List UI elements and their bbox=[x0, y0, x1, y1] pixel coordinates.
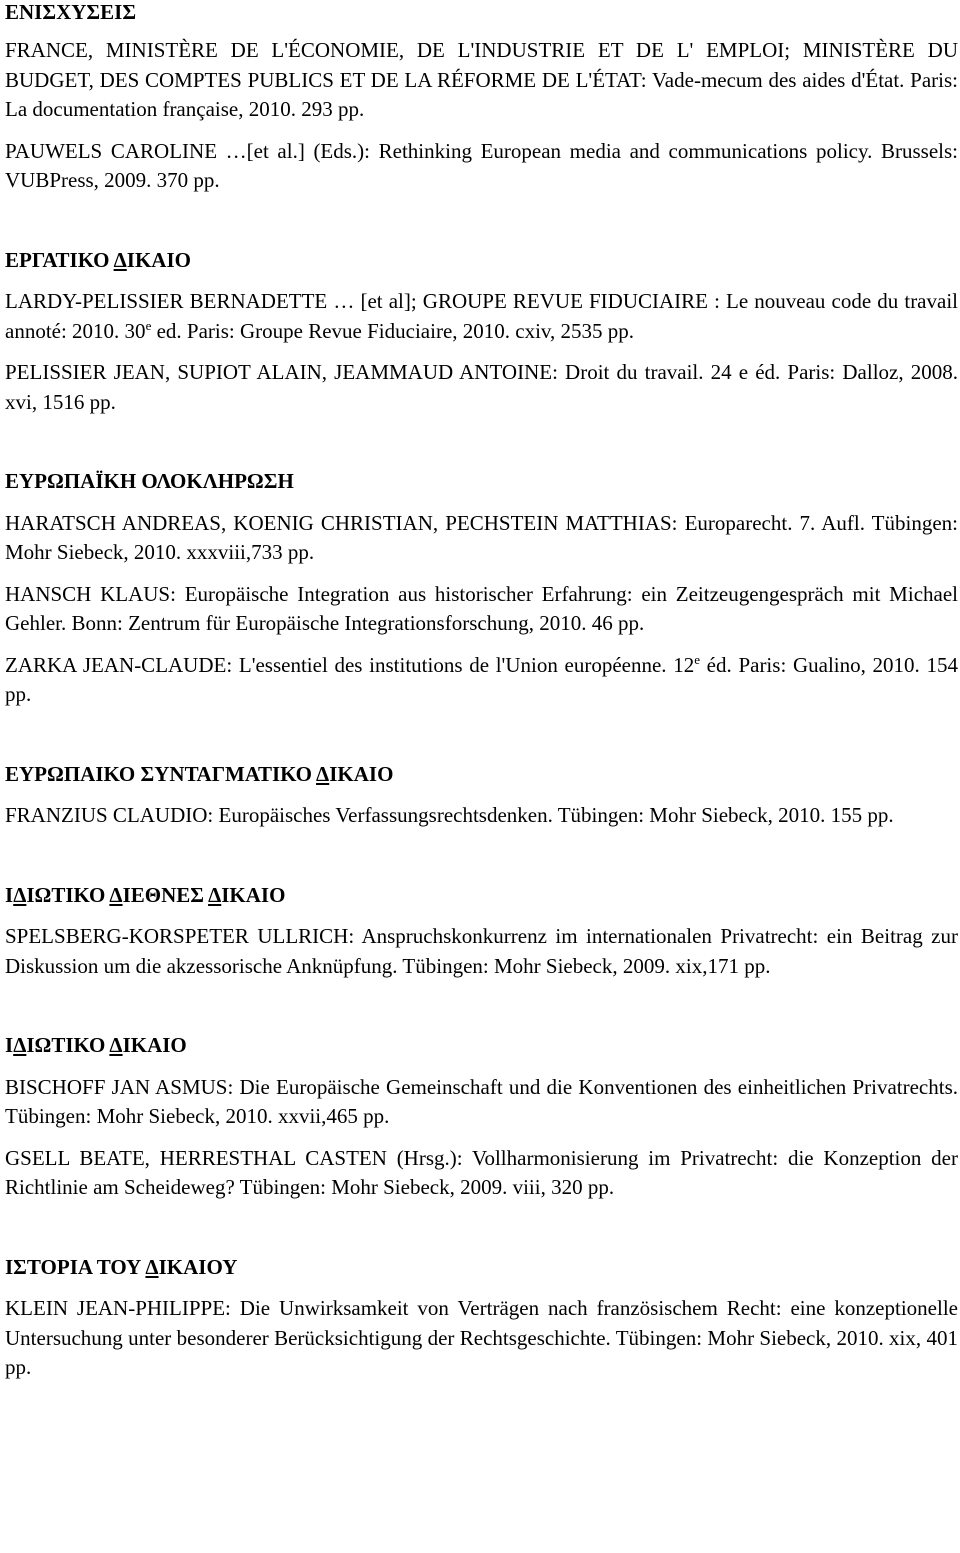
bibliography-entry: PAUWELS CAROLINE …[et al.] (Eds.): Rethinking European media and communications policy. Brussels: VUBPress, 2009. 370 pp. bbox=[5, 138, 958, 192]
bibliography-entry: FRANCE, MINISTÈRE DE L'ÉCONOMIE, DE L'INDUSTRIE ET DE L' EMPLOI; MINISTÈRE DU BUDGET, DES COMPTES PUBLICS ET DE LA RÉFORME DE L'ÉTAT: Vade-mecum des aides d'État. Paris: La documentation française, 2010. 293 pp. bbox=[5, 38, 958, 121]
bibliography-entry: BISCHOFF JAN ASMUS: Die Europäische Gemeinschaft und die Konventionen des einheitlichen Privatrechts. Tübingen: Mohr Siebeck, 2010. xxvii,465 pp. bbox=[5, 1074, 958, 1128]
bibliography-entry: FRANZIUS CLAUDIO: Europäisches Verfassungsrechtsdenken. Tübingen: Mohr Siebeck, 2010. 155 pp. bbox=[5, 803, 894, 827]
bibliography-entry: HANSCH KLAUS: Europäische Integration aus historischer Erfahrung: ein Zeitzeugengespräch mit Michael Gehler. Bonn: Zentrum für Europäische Integrationsforschung, 2010. 46 pp. bbox=[5, 581, 958, 635]
bibliography-entry: LARDY-PELISSIER BERNADETTE … [et al]; GROUPE REVUE FIDUCIAIRE : Le nouveau code du travail annoté: 2010. 30e ed. Paris: Groupe Revue Fiduciaire, 2010. cxiv, 2535 pp. bbox=[5, 289, 958, 343]
bibliography-entry: SPELSBERG-KORSPETER ULLRICH: Anspruchskonkurrenz im internationalen Privatrecht: ein Beitrag zur Diskussion um die akzessorische Anknüpfung. Tübingen: Mohr Siebeck, 2009. xix,171 pp. bbox=[5, 924, 958, 978]
section-heading-subsidies: ΕΝΙΣΧΥΣΕΙΣ bbox=[5, 0, 137, 24]
section-heading-legal-history: ΙΣΤΟΡΙΑ ΤΟΥ ΔΙΚΑΙΟΥ bbox=[5, 1254, 238, 1279]
section-heading-european-integration: ΕΥΡΩΠΑΪΚΗ ΟΛΟΚΛΗΡΩΣΗ bbox=[5, 469, 294, 493]
section-heading-labor-law: ΕΡΓΑΤΙΚΟ ΔΙΚΑΙΟ bbox=[5, 247, 191, 272]
section-heading-private-law: ΙΔΙΩΤΙΚΟ ΔΙΚΑΙΟ bbox=[5, 1033, 187, 1057]
document-page bbox=[5, 0, 958, 1383]
bibliography-entry: GSELL BEATE, HERRESTHAL CASTEN (Hrsg.): Vollharmonisierung im Privatrecht: die Konzeption der Richtlinie am Scheideweg? Tübingen: Mohr Siebeck, 2009. viii, 320 pp. bbox=[5, 1145, 958, 1199]
bibliography-entry: ZARKA JEAN-CLAUDE: L'essentiel des institutions de l'Union européenne. 12e éd. Paris: Gualino, 2010. 154 pp. bbox=[5, 651, 958, 706]
bibliography-entry: HARATSCH ANDREAS, KOENIG CHRISTIAN, PECHSTEIN MATTHIAS: Europarecht. 7. Aufl. Tübingen: Mohr Siebeck, 2010. xxxviii,733 pp. bbox=[5, 510, 958, 564]
section-heading-european-constitutional-law: ΕΥΡΩΠΑΙΚΟ ΣΥΝΤΑΓΜΑΤΙΚΟ ΔΙΚΑΙΟ bbox=[5, 761, 394, 786]
section-heading-private-international-law: ΙΔΙΩΤΙΚΟ ΔΙΕΘΝΕΣ ΔΙΚΑΙΟ bbox=[5, 882, 286, 907]
bibliography-entry: KLEIN JEAN-PHILIPPE: Die Unwirksamkeit von Verträgen nach französischem Recht: eine konzeptionelle Untersuchung unter besonderer Berücksichtigung der Rechtsgeschichte. Tübingen: Mohr Siebeck, 2010. xix, 401 pp. bbox=[5, 1296, 958, 1379]
bibliography-entry: PELISSIER JEAN, SUPIOT ALAIN, JEAMMAUD ANTOINE: Droit du travail. 24 e éd. Paris: Dalloz, 2008. xvi, 1516 pp. bbox=[5, 360, 958, 414]
